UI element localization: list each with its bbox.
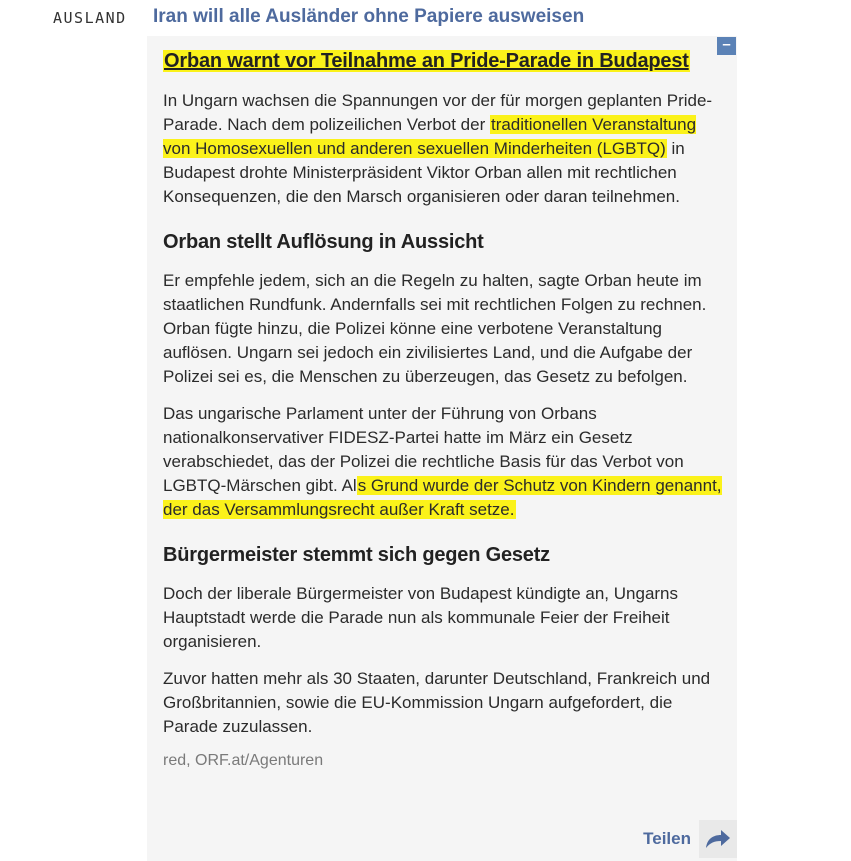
collapse-button[interactable]: – [717, 37, 736, 55]
subheading-2: Bürgermeister stemmt sich gegen Gesetz [163, 544, 550, 566]
share-button[interactable] [643, 820, 737, 858]
story-title [163, 47, 723, 75]
section-label: AUSLAND [53, 9, 127, 27]
subheading-1: Orban stellt Auflösung in Aussicht [163, 231, 484, 253]
paragraph-3 [163, 402, 723, 522]
paragraph-4: Doch der liberale Bürgermeister von Budapest kündigte an, Ungarns Hauptstadt werde die Parade nun als kommunale Feier der Freiheit organisieren. [163, 584, 679, 651]
paragraph-1-text: In Ungarn wachsen die Spannungen vor der für morgen geplanten Pride-Parade. Nach dem polizeilichen Verbot der [163, 91, 713, 134]
previous-story-link[interactable]: Iran will alle Ausländer ohne Papiere ausweisen [153, 6, 585, 27]
story-card [147, 36, 737, 861]
share-arrow-icon[interactable] [699, 820, 737, 858]
paragraph-3-text: Das ungarische Parlament unter der Führung von Orbans nationalkonservativer FIDESZ-Partei hatte im März ein Gesetz verabschiedet, das der Polizei die rechtliche Basis für das Verbot von LGBTQ-Märschen gibt. Al [163, 404, 684, 495]
paragraph-5: Zuvor hatten mehr als 30 Staaten, darunter Deutschland, Frankreich und Großbritannien, sowie die EU-Kommission Ungarn aufgefordert, die Parade zuzulassen. [163, 669, 711, 736]
share-label: Teilen [643, 829, 691, 848]
story-content [163, 47, 723, 770]
paragraph-1-highlight: traditionellen Veranstaltung von Homosexuellen und anderen sexuellen Minderheiten (LGBTQ) [163, 115, 697, 158]
paragraph-1-text-end: in Budapest drohte Ministerpräsident Viktor Orban allen mit rechtlichen Konsequenzen, die den Marsch organisieren oder daran teilnehmen. [163, 139, 685, 206]
paragraph-3-highlight: s Grund wurde der Schutz von Kindern genannt, der das Versammlungsrecht außer Kraft setze. [163, 476, 722, 519]
paragraph-1 [163, 89, 723, 209]
story-title-text: Orban warnt vor Teilnahme an Pride-Parade in Budapest [164, 50, 689, 72]
paragraph-2: Er empfehle jedem, sich an die Regeln zu halten, sagte Orban heute im staatlichen Rundfunk. Andernfalls sei mit rechtlichen Folgen zu rechnen. Orban fügte hinzu, die Polizei könne eine verbotene Veranstaltung auflösen. Ungarn sei jedoch ein zivilisiertes Land, und die Aufgabe der Polizei sei es, die Menschen zu überzeugen, das Gesetz zu befolgen. [163, 271, 707, 386]
source-credit: red, ORF.at/Agenturen [163, 752, 324, 769]
